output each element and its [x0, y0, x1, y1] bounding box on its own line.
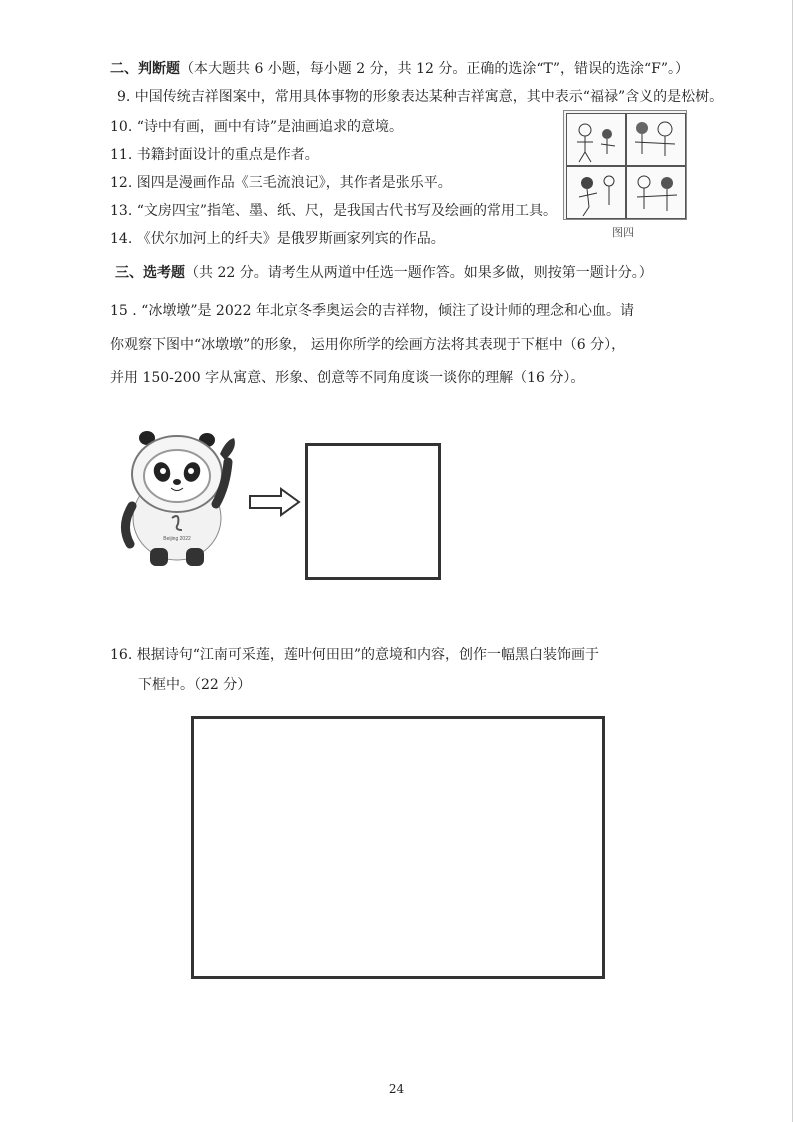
question-11: 11. 书籍封面设计的重点是作者。	[110, 147, 319, 163]
question-13: 13. “文房四宝”指笔、墨、纸、尺，是我国古代书写及绘画的常用工具。	[110, 203, 558, 219]
mascot-badge-text: Beijing 2022	[163, 536, 191, 542]
question-9: 9. 中国传统吉祥图案中，常用具体事物的形象表达某种吉祥寓意，其中表示“福禄”含义的是松树。	[117, 89, 724, 105]
question-12: 12. 图四是漫画作品《三毛流浪记》，其作者是张乐平。	[110, 175, 452, 191]
section3-title: 三、选考题	[115, 265, 185, 281]
comic-panel	[626, 166, 686, 219]
page-number: 24	[388, 1082, 405, 1096]
comic-panel	[626, 113, 686, 166]
section2-note: （本大题共 6 小题，每小题 2 分，共 12 分。正确的选涂“T”，错误的选涂“F”。）	[180, 61, 690, 77]
comic-panel	[566, 113, 626, 166]
question-15-line-1: 15 . “冰墩墩”是 2022 年北京冬季奥运会的吉祥物，倾注了设计师的理念和心血。请	[110, 303, 635, 319]
drawing-box-q16[interactable]	[191, 716, 605, 979]
bing-dwen-dwen-image	[110, 430, 245, 570]
comic-panel	[566, 166, 626, 219]
section2-title: 二、判断题	[110, 61, 180, 77]
question-10: 10. “诗中有画，画中有诗”是油画追求的意境。	[110, 119, 404, 135]
question-14: 14. 《伏尔加河上的纤夫》是俄罗斯画家列宾的作品。	[110, 231, 445, 247]
drawing-box-q15[interactable]	[305, 443, 441, 580]
figure-4-comic	[563, 110, 687, 220]
section2-heading	[110, 59, 689, 79]
section3-heading	[115, 263, 653, 283]
question-15-line-3: 并用 150-200 字从寓意、形象、创意等不同角度谈一谈你的理解（16 分）。	[110, 370, 585, 386]
question-16-line-2: 下框中。（22 分）	[138, 677, 252, 693]
section3-note: （共 22 分。请考生从两道中任选一题作答。如果多做，则按第一题计分。）	[185, 265, 653, 281]
question-15-line-2: 你观察下图中“冰墩墩”的形象， 运用你所学的绘画方法将其表现于下框中（6 分），	[110, 337, 626, 353]
question-16-line-1: 16. 根据诗句“江南可采莲，莲叶何田田”的意境和内容，创作一幅黑白装饰画于	[110, 647, 600, 663]
figure-4-caption: 图四	[612, 226, 634, 239]
arrow-icon	[249, 487, 301, 517]
